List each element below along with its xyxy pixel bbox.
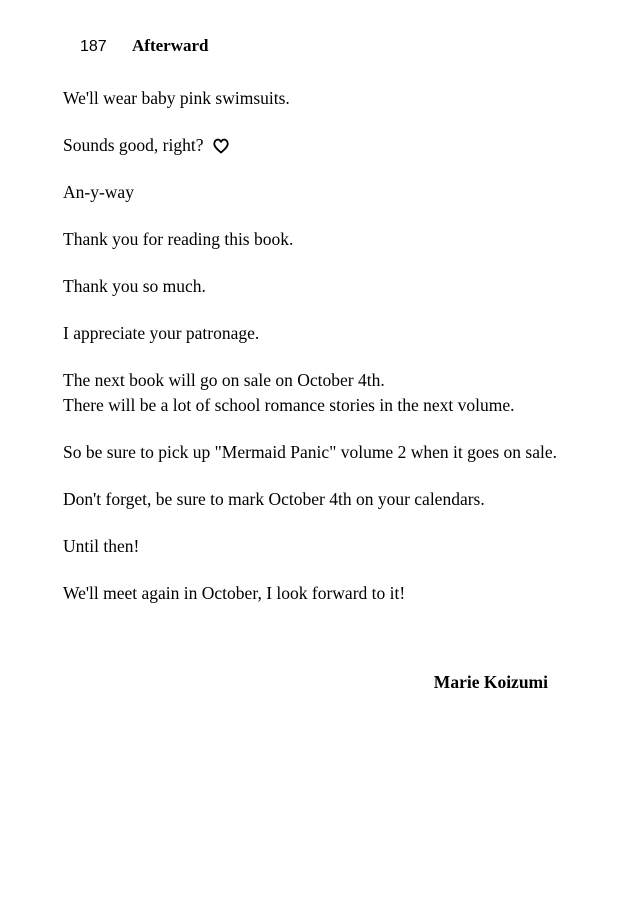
paragraph xyxy=(63,180,603,205)
paragraph xyxy=(63,227,603,252)
paragraph-text: Thank you so much. xyxy=(63,276,206,296)
paragraph-text: We'll meet again in October, I look forward to it! xyxy=(63,583,406,603)
paragraph xyxy=(63,321,603,346)
author-signature: Marie Koizumi xyxy=(433,672,548,692)
paragraph xyxy=(63,581,603,606)
paragraph-text: Don't forget, be sure to mark October 4th on your calendars. xyxy=(63,489,485,509)
chapter-title: Afterward xyxy=(132,36,209,55)
paragraph-text: An-y-way xyxy=(63,182,134,202)
paragraph-text: Thank you for reading this book. xyxy=(63,229,294,249)
paragraph xyxy=(63,368,603,418)
paragraph-line: There will be a lot of school romance stories in the next volume. xyxy=(63,395,515,415)
paragraph xyxy=(63,86,603,111)
heart-icon xyxy=(213,136,229,152)
paragraph xyxy=(63,487,603,512)
page-number: 187 xyxy=(80,38,107,55)
paragraph-text: Until then! xyxy=(63,536,140,556)
paragraph-line: The next book will go on sale on October 4th. xyxy=(63,370,385,390)
paragraph-text: We'll wear baby pink swimsuits. xyxy=(63,88,290,108)
paragraph xyxy=(63,534,603,559)
paragraph-text: I appreciate your patronage. xyxy=(63,323,260,343)
page-header xyxy=(80,36,208,58)
paragraph xyxy=(63,440,603,465)
paragraph xyxy=(63,133,603,158)
paragraph-text: So be sure to pick up "Mermaid Panic" volume 2 when it goes on sale. xyxy=(63,442,557,462)
afterword-body xyxy=(63,86,603,628)
paragraph xyxy=(63,274,603,299)
paragraph-text: Sounds good, right? xyxy=(63,135,204,155)
